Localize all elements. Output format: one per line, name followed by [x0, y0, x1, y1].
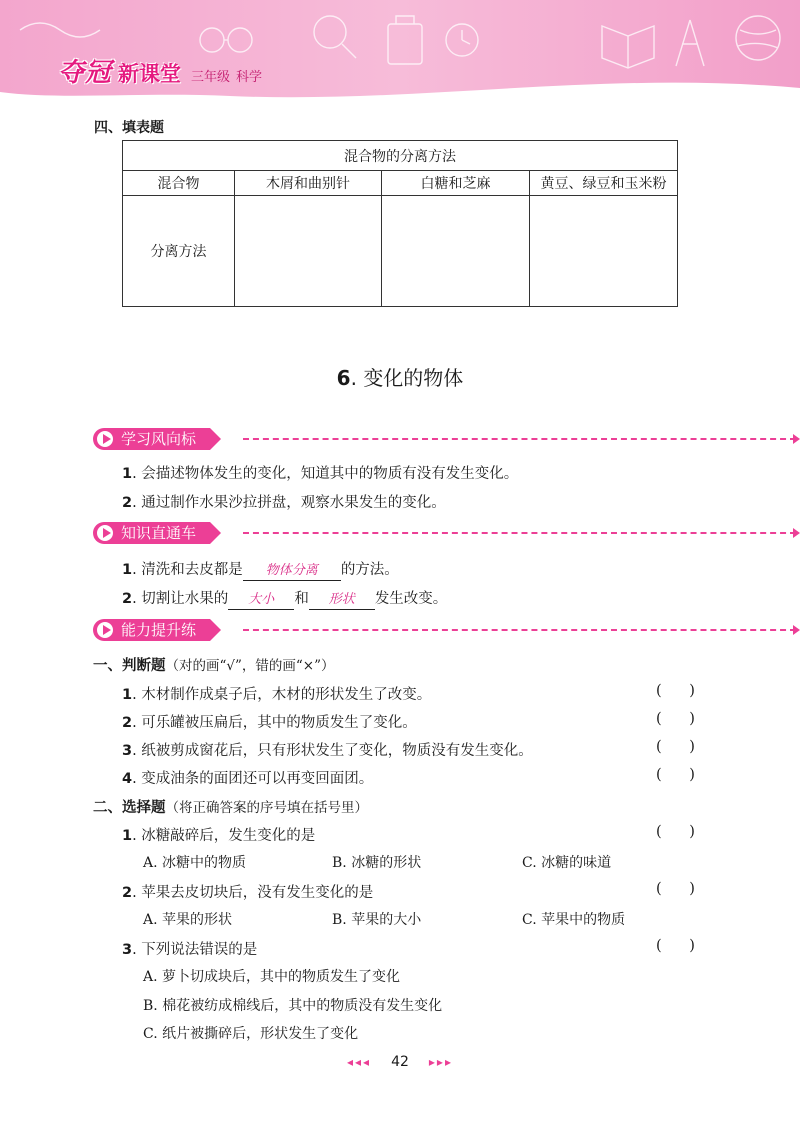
- fill-blank[interactable]: 形状: [309, 591, 375, 610]
- answer-paren[interactable]: ( ): [656, 683, 695, 699]
- option-a[interactable]: A. 萝卜切成块后，其中的物质发生了变化: [143, 969, 401, 985]
- option-c[interactable]: C. 苹果中的物质: [522, 912, 626, 928]
- answer-cell-sugar[interactable]: [382, 196, 530, 307]
- choice-question-1: 1. 冰糖敲碎后，发生变化的是: [122, 828, 316, 844]
- series-name: 新课堂: [118, 62, 182, 86]
- fill-blank[interactable]: 物体分离: [243, 562, 341, 581]
- tag-label: 能力提升练: [121, 621, 197, 639]
- judge-item: 2. 可乐罐被压扁后，其中的物质发生了变化。: [122, 715, 417, 731]
- answer-paren[interactable]: ( ): [656, 824, 695, 840]
- choice-heading: 二、选择题（将正确答案的序号填在括号里）: [93, 800, 368, 816]
- row-label-method: 分离方法: [123, 196, 235, 307]
- table-header-row: [123, 171, 678, 196]
- tag-label: 学习风向标: [121, 430, 197, 448]
- dashed-arrow-divider: [243, 629, 796, 631]
- section-tag-knowledge: [93, 521, 210, 545]
- goal-item: 1. 会描述物体发生的变化，知道其中的物质有没有发生变化。: [122, 466, 519, 482]
- tag-pill: [93, 619, 210, 641]
- section-tag-goals: [93, 427, 210, 451]
- dashed-arrow-divider: [243, 532, 796, 534]
- next-arrows-icon: ▸▸▸: [428, 1055, 453, 1069]
- header-cell-sawdust: 木屑和曲别针: [235, 171, 382, 196]
- goal-item: 2. 通过制作水果沙拉拼盘，观察水果发生的变化。: [122, 495, 446, 511]
- header-banner: [0, 0, 800, 108]
- knowledge-item-2: 2. 切割让水果的 大小 和 形状 发生改变。: [122, 587, 447, 610]
- lesson-number: 6: [336, 366, 351, 390]
- header-cell-sugar: 白糖和芝麻: [382, 171, 530, 196]
- fill-blank[interactable]: 大小: [228, 591, 294, 610]
- grade-label: 三年级: [191, 70, 231, 85]
- answer-paren[interactable]: ( ): [656, 881, 695, 897]
- play-icon: [95, 620, 115, 640]
- judge-item: 3. 纸被剪成窗花后，只有形状发生了变化，物质没有发生变化。: [122, 743, 533, 759]
- part4-title: 四、填表题: [94, 120, 164, 136]
- tag-label: 知识直通车: [121, 524, 197, 542]
- play-icon: [95, 523, 115, 543]
- section-tag-practice: [93, 618, 210, 642]
- choice-question-3: 3. 下列说法错误的是: [122, 942, 258, 958]
- brand-logo: [58, 52, 262, 89]
- table-caption: 混合物的分离方法: [123, 141, 678, 171]
- option-b[interactable]: B. 冰糖的形状: [332, 855, 422, 871]
- play-icon: [95, 429, 115, 449]
- knowledge-item-1: 1. 清洗和去皮都是 物体分离 的方法。: [122, 558, 399, 581]
- option-a[interactable]: A. 苹果的形状: [143, 912, 233, 928]
- judge-item: 4. 变成油条的面团还可以再变回面团。: [122, 771, 374, 787]
- answer-paren[interactable]: ( ): [656, 739, 695, 755]
- option-c[interactable]: C. 冰糖的味道: [522, 855, 612, 871]
- answer-paren[interactable]: ( ): [656, 711, 695, 727]
- option-b[interactable]: B. 苹果的大小: [332, 912, 422, 928]
- page-footer: [0, 1054, 800, 1070]
- table-body-row: [123, 196, 678, 307]
- judge-heading: 一、判断题（对的画“√”，错的画“×”）: [93, 658, 335, 674]
- judge-item: 1. 木材制作成桌子后，木材的形状发生了改变。: [122, 687, 432, 703]
- tag-pill: [93, 428, 210, 450]
- separation-table: [122, 140, 678, 307]
- answer-cell-sawdust[interactable]: [235, 196, 382, 307]
- option-b[interactable]: B. 棉花被纺成棉线后，其中的物质没有发生变化: [143, 998, 443, 1014]
- header-cell-mixture: 混合物: [123, 171, 235, 196]
- option-a[interactable]: A. 冰糖中的物质: [143, 855, 247, 871]
- prev-arrows-icon: ◂◂◂: [347, 1055, 372, 1069]
- dashed-arrow-divider: [243, 438, 796, 440]
- lesson-name: 变化的物体: [363, 366, 464, 390]
- subject-label: 科学: [236, 70, 263, 85]
- lesson-title: 6. 变化的物体: [336, 366, 464, 390]
- answer-cell-beans[interactable]: [530, 196, 678, 307]
- answer-paren[interactable]: ( ): [656, 767, 695, 783]
- tag-pill: [93, 522, 210, 544]
- brand-name: 夺冠: [58, 58, 113, 88]
- answer-paren[interactable]: ( ): [656, 938, 695, 954]
- header-cell-beans: 黄豆、绿豆和玉米粉: [530, 171, 678, 196]
- page-number: 42: [391, 1054, 409, 1070]
- option-c[interactable]: C. 纸片被撕碎后，形状发生了变化: [143, 1026, 359, 1042]
- choice-question-2: 2. 苹果去皮切块后，没有发生变化的是: [122, 885, 374, 901]
